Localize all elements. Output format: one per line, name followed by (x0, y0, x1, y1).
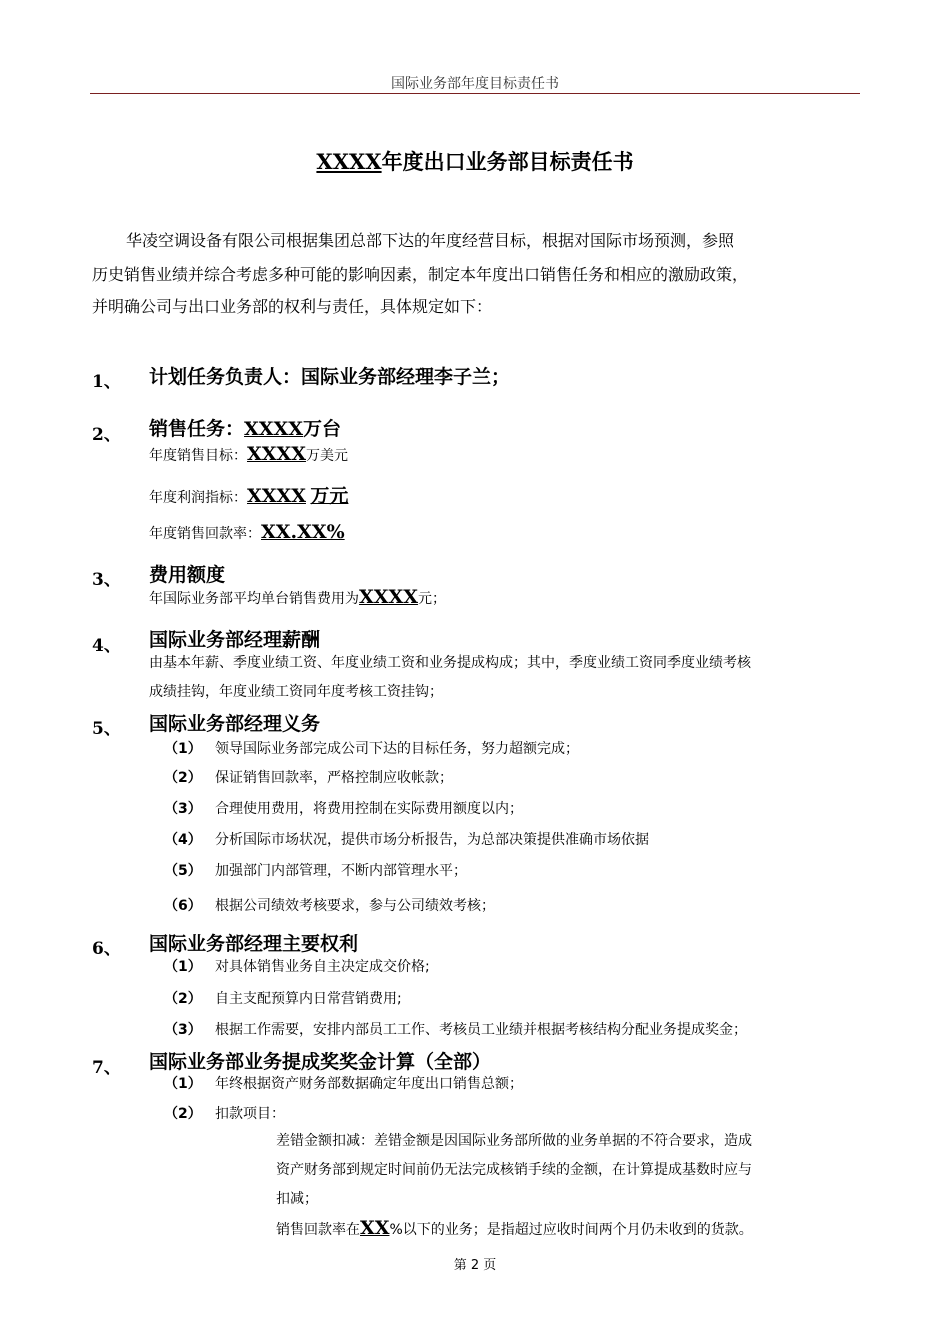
section-5-number: 5、 (92, 719, 121, 739)
section-1-text: 计划任务负责人：国际业务部经理李子兰； (149, 366, 511, 388)
intro-line-1: 华凌空调设备有限公司根据集团总部下达的年度经营目标，根据对国际市场预测，参照 (126, 231, 735, 250)
section-7-title: 国际业务部业务提成奖奖金计算（全部） (149, 1051, 492, 1073)
duty-1-text: 领导国际业务部完成公司下达的目标任务，努力超额完成； (215, 741, 579, 757)
document-title (0, 146, 950, 176)
sales-units-unit: 万台 (302, 418, 341, 440)
duty-5-number: （5） (164, 863, 202, 879)
sales-target-value: XXXX (247, 443, 306, 465)
duty-4-text: 分析国际市场状况，提供市场分析报告，为总部决策提供准确市场依据 (215, 832, 649, 848)
profit-target-row (149, 481, 348, 508)
duty-6-text: 根据公司绩效考核要求，参与公司绩效考核； (215, 898, 495, 914)
deduction-line-3: 扣减； (276, 1191, 318, 1207)
bonus-2-text: 扣款项目： (215, 1106, 285, 1122)
section-5-title: 国际业务部经理义务 (149, 713, 321, 735)
intro-line-3: 并明确公司与出口业务部的权利与责任，具体规定如下： (92, 297, 493, 316)
page-number: 第 2 页 (453, 1258, 497, 1273)
section-3-number: 3、 (92, 570, 121, 590)
section-1-number: 1、 (92, 372, 121, 392)
section-4-title: 国际业务部经理薪酬 (149, 629, 321, 651)
collection-rate-value: XX.XX% (261, 521, 345, 543)
duty-2-number: （2） (164, 770, 202, 786)
rate-value: XX (360, 1217, 390, 1239)
profit-target-unit: 万元 (310, 485, 349, 507)
collection-rate-row (149, 521, 345, 543)
expense-post: 元； (417, 591, 446, 607)
profit-target-label: 年度利润指标： (149, 490, 247, 506)
title-year-code: XXXX (316, 149, 382, 174)
right-1-text: 对具体销售业务自主决定成交价格; (215, 959, 430, 975)
duty-3-number: （3） (164, 801, 202, 817)
section-2-number: 2、 (92, 425, 121, 445)
profit-target-value: XXXX (247, 485, 306, 507)
collection-rate-label: 年度销售回款率： (149, 526, 261, 542)
rate-pre: 销售回款率在 (276, 1222, 360, 1238)
right-3-number: （3） (164, 1022, 202, 1038)
expense-row (149, 586, 446, 608)
sales-target-row (149, 443, 348, 465)
section-2-label: 销售任务： (149, 418, 245, 440)
duty-3-text: 合理使用费用，将费用控制在实际费用额度以内； (215, 801, 523, 817)
expense-value: XXXX (359, 586, 418, 608)
header-rule (90, 93, 860, 94)
section-4-number: 4、 (92, 636, 121, 656)
right-2-number: （2） (164, 991, 202, 1007)
title-text: 年度出口业务部目标责任书 (381, 150, 634, 174)
duty-6-number: （6） (164, 898, 202, 914)
duty-1-number: （1） (164, 741, 202, 757)
sales-target-label: 年度销售目标： (149, 448, 247, 464)
running-header: 国际业务部年度目标责任书 (391, 76, 559, 92)
sales-target-unit: 万美元 (305, 448, 348, 464)
intro-line-2: 历史销售业绩并综合考虑多种可能的影响因素，制定本年度出口销售任务和相应的激励政策， (92, 265, 749, 284)
duty-4-number: （4） (164, 832, 202, 848)
salary-line-2: 成绩挂钩，年度业绩工资同年度考核工资挂钩； (149, 684, 443, 700)
bonus-1-number: （1） (164, 1076, 202, 1092)
right-1-number: （1） (164, 959, 202, 975)
sales-units-value: XXXX (244, 418, 303, 440)
salary-line-1: 由基本年薪、季度业绩工资、年度业绩工资和业务提成构成；其中，季度业绩工资同季度业绩考核 (149, 655, 751, 671)
bonus-2-number: （2） (164, 1106, 202, 1122)
duty-2-text: 保证销售回款率，严格控制应收帐款； (215, 770, 453, 786)
section-2-heading (149, 414, 341, 441)
section-6-number: 6、 (92, 939, 121, 959)
collection-rate-deduction (276, 1217, 753, 1239)
section-7-number: 7、 (92, 1058, 121, 1078)
deduction-line-1: 差错金额扣减：差错金额是因国际业务部所做的业务单据的不符合要求，造成 (276, 1133, 752, 1149)
deduction-line-2: 资产财务部到规定时间前仍无法完成核销手续的金额，在计算提成基数时应与 (276, 1162, 752, 1178)
section-6-title: 国际业务部经理主要权利 (149, 933, 359, 955)
bonus-1-text: 年终根据资产财务部数据确定年度出口销售总额； (215, 1076, 523, 1092)
section-3-title: 费用额度 (149, 564, 226, 586)
right-2-text: 自主支配预算内日常营销费用; (215, 991, 402, 1007)
duty-5-text: 加强部门内部管理，不断内部管理水平； (215, 863, 467, 879)
right-3-text: 根据工作需要，安排内部员工工作、考核员工业绩并根据考核结构分配业务提成奖金； (215, 1022, 747, 1038)
expense-pre: 年国际业务部平均单台销售费用为 (149, 591, 359, 607)
rate-post: %以下的业务；是指超过应收时间两个月仍未收到的货款。 (389, 1222, 753, 1238)
